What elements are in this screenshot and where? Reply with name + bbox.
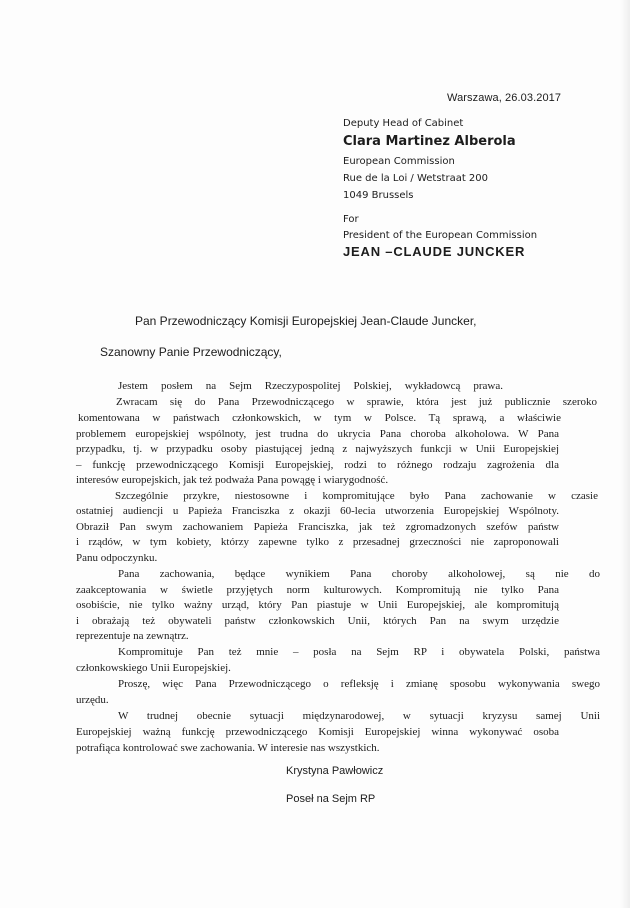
- salutation: Szanowny Panie Przewodniczący,: [100, 345, 282, 359]
- body-line: przypadku, tj. w przypadku osoby piastującej jedną z najwyższych funkcji w Unii Europejskiej: [76, 443, 559, 455]
- for-name: JEAN –CLAUDE JUNCKER: [343, 244, 526, 259]
- body-line: Panu odpoczynku.: [76, 552, 158, 564]
- body-line: Obraził Pan swym zachowaniem Papieża Franciszka, jak też zgromadzonych szefów państw: [76, 521, 559, 533]
- for-title: President of the European Commission: [343, 230, 538, 241]
- recipient-title: Deputy Head of Cabinet: [343, 118, 464, 129]
- signature-name: Krystyna Pawłowicz: [286, 765, 384, 777]
- body-line: W trudnej obecnie sytuacji międzynarodowej, w sytuacji kryzysu samej Unii: [118, 710, 600, 722]
- signature-role: Poseł na Sejm RP: [286, 793, 376, 805]
- body-line: problemem europejskiej wspólnoty, jest trudna do ukrycia Pana choroba alkoholowa. W Pana: [76, 428, 559, 440]
- page-edge-shadow: [620, 0, 630, 908]
- body-line: i obrażają też obywateli państw członkowskich Unii, których Pan na swym urzędzie: [76, 615, 559, 627]
- recipient-street: Rue de la Loi / Wetstraat 200: [343, 173, 489, 184]
- body-line: Jestem posłem na Sejm Rzeczypospolitej Polskiej, wykładowcą prawa.: [118, 380, 503, 392]
- body-line: – funkcję przewodniczącego Komisji Europejskiej, rodzi to różnego rodzaju zagrożenia dla: [76, 459, 559, 471]
- body-line: i rządów, w tym kobiety, którzy zapewne tylko z przesadnej grzeczności nie zaproponowali: [76, 536, 559, 548]
- body-line: ostatniej audiencji u Papieża Franciszka z okazji 60-lecia utworzenia Europejskiej Wspólnoty.: [76, 505, 559, 517]
- letter-date: Warszawa, 26.03.2017: [447, 92, 562, 104]
- body-line: Pana zachowania, będące wynikiem Pana choroby alkoholowej, są nie do: [118, 568, 600, 580]
- recipient-org: European Commission: [343, 156, 455, 167]
- body-line: osobiście, nie tylko ważny urząd, który Pan piastuje w Unii Europejskiej, ale kompromitują: [76, 599, 559, 611]
- body-line: interesów europejskich, jak też podważa Pana powągę i wiarygodność.: [76, 474, 389, 486]
- body-line: zaakceptowania w świetle przyjętych norm kulturowych. Kompromitują nie tylko Pana: [76, 584, 559, 596]
- for-label: For: [343, 214, 359, 225]
- recipient-city: 1049 Brussels: [343, 190, 414, 201]
- body-line: komentowana w państwach członkowskich, w tym w Polsce. Tą sprawą, a właściwie: [78, 412, 561, 424]
- body-line: urzędu.: [76, 694, 109, 706]
- body-line: Szczególnie przykre, niestosowne i kompromitujące było Pana zachowanie w czasie: [115, 490, 598, 502]
- body-line: członkowskiego Unii Europejskiej.: [76, 662, 231, 674]
- body-line: potrafiąca kontrolować swe zachowania. W interesie nas wszystkich.: [76, 742, 380, 754]
- body-line: Europejskiej ważną funkcję przewodniczącego Komisji Europejskiej winna wykonywać osoba: [76, 726, 559, 738]
- body-line: Proszę, więc Pana Przewodniczącego o refleksję i zmianę sposobu wykonywania swego: [118, 678, 600, 690]
- letter-heading: Pan Przewodniczący Komisji Europejskiej Jean-Claude Juncker,: [135, 314, 477, 328]
- body-line: Zwracam się do Pana Przewodniczącego w sprawie, która jest już publicznie szeroko: [116, 396, 597, 408]
- body-line: Kompromituje Pan też mnie – posła na Sejm RP i obywatela Polski, państwa: [118, 646, 600, 658]
- recipient-name: Clara Martinez Alberola: [343, 134, 516, 149]
- body-line: reprezentuje na zewnątrz.: [76, 630, 189, 642]
